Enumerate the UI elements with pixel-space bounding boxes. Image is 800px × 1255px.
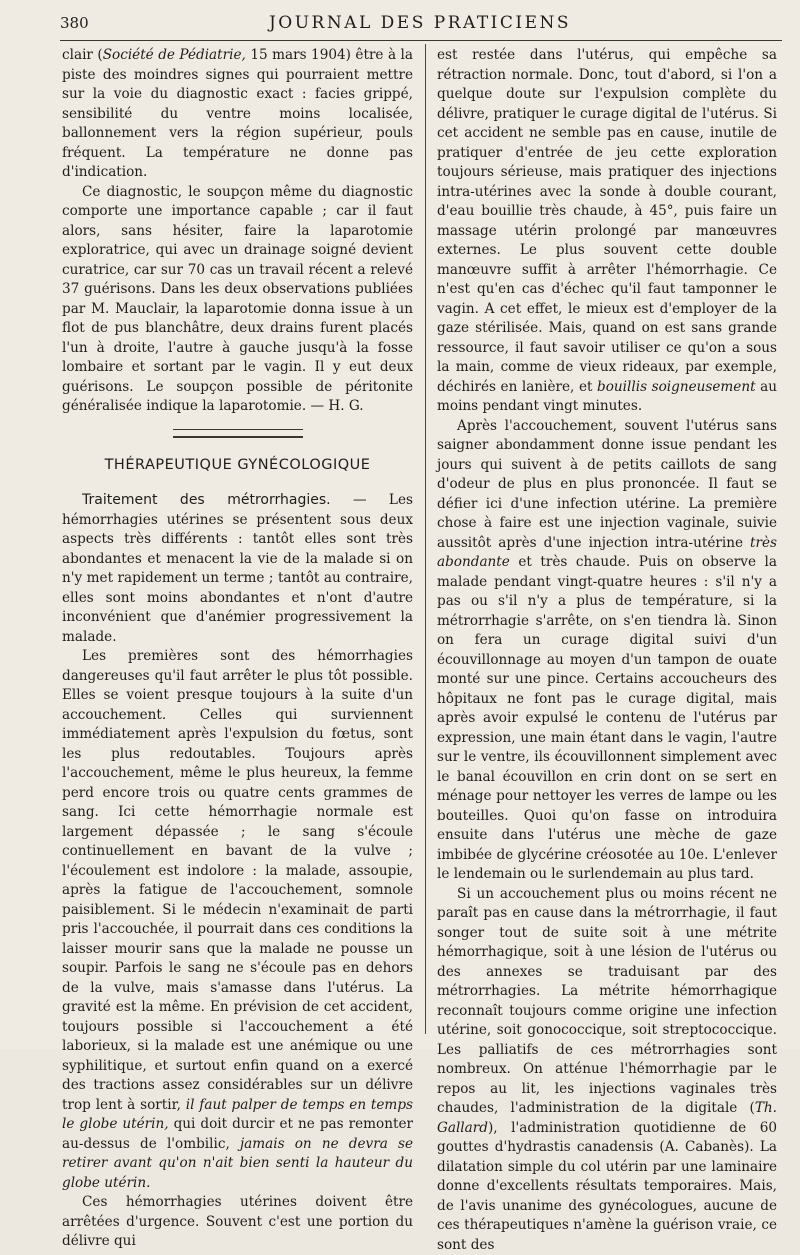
article-heading: Traitement des métrorrhagies. <box>82 492 331 508</box>
page-number: 380 <box>60 14 89 32</box>
journal-title: JOURNAL DES PRATICIENS <box>60 13 780 33</box>
paragraph: Traitement des métrorrhagies. — Les hémorrhagies utérines se présentent sous deux aspects très différents : tantôt elles sont très abondantes et menacent la vie de la malade si on n'y met rapidement un terme ; tantôt au contraire, elles sont moins abondantes et n'ont d'autre inconvénient que d'anémier progressivement la malade. <box>62 491 413 647</box>
page-header <box>60 10 780 40</box>
header-rule <box>60 40 782 41</box>
paragraph: Après l'accouchement, souvent l'utérus sans saigner abondamment donne issue pendant les jours qui suivent à de petits caillots de sang d'odeur de plus en plus prononcée. Il faut se défier ici d'une infection utérine. La première chose à faire est une injection vaginale, suivie aussitôt après d'une injection intra-utérine très abondante et très chaude. Puis on observe la malade pendant vingt-quatre heures : s'il n'y a pas ou s'il n'y a plus de température, si la métrorrhagie s'arrête, on s'en tiendra là. Sinon on fera un curage digital suivi d'un écouvillonnage au moyen d'un tampon de ouate monté sur une pince. Certains accoucheurs des hôpitaux ne font pas le curage digital, mais après avoir expulsé le contenu de l'utérus par expression, une main étant dans le vagin, l'autre sur le ventre, ils écouvillonnent simplement avec le banal écouvillon en crin dont on se sert en ménage pour nettoyer les verres de lampe ou les bouteilles. Quoi qu'on fasse on introduira ensuite dans l'utérus une mèche de gaze imbibée de glycérine créosotée au 10e. L'enlever le lendemain ou le surlendemain au plus tard. <box>437 417 777 885</box>
section-title: THÉRAPEUTIQUE GYNÉCOLOGIQUE <box>62 456 413 476</box>
right-column <box>437 46 777 1255</box>
paragraph: Si un accouchement plus ou moins récent ne paraît pas en cause dans la métrorrhagie, il faut songer tout de suite soit à une métrite hémorrhagique, soit à une lésion de l'utérus ou des annexes se traduisant par des métrorrhagies. La métrite hémorrhagique reconnaît toujours comme origine une infection utérine, soit gonococcique, soit streptococcique. Les palliatifs de ces métrorrhagies sont nombreux. On atténue l'hémorrhagie par le repos au lit, les injections vaginales très chaudes, l'administration de la digitale (Th. Gallard), l'administration quotidienne de 60 gouttes d'hydrastis canadensis (A. Cabanès). La dilatation simple du col utérin par une laminaire donne d'excellents résultats temporaires. Mais, de l'avis unanime des gynécologues, aucune de ces thérapeutiques n'amène la guérison vraie, ce sont des <box>437 885 777 1255</box>
paragraph: Les premières sont des hémorrhagies dangereuses qu'il faut arrêter le plus tôt possible. Elles se voient presque toujours à la suite d'un accouchement. Celles qui surviennent immédiatement après l'expulsion du fœtus, sont les plus redoutables. Toujours après l'accouchement, même le plus heureux, la femme perd encore trois ou quatre cents grammes de sang. Ici cette hémorrhagie normale est largement dépassée ; le sang s'écoule continuellement en bavant de la vulve ; l'écoulement est indolore : la malade, assoupie, après la fatigue de l'accouchement, somnole paisiblement. Si le médecin n'examinait de parti pris l'accouchée, il pourrait dans ces conditions la laisser mourir sans que la malade ne pousse un soupir. Parfois le sang ne s'écoule pas en dehors de la vulve, mais s'amasse dans l'utérus. La gravité est la même. En prévision de cet accident, toujours possible si l'accouchement a été laborieux, si la malade est une anémique ou une syphilitique, et surtout enfin quand on a exercé des tractions assez considérables sur un délivre trop lent à sortir, il faut palper de temps en temps le globe utérin, qui doit durcir et ne pas remonter au-dessus de l'ombilic, jamais on ne devra se retirer avant qu'on n'ait bien senti la hauteur du globe utérin. <box>62 647 413 1193</box>
left-column <box>62 46 413 1252</box>
paragraph: est restée dans l'utérus, qui empêche sa rétraction normale. Donc, tout d'abord, si l'on a quelque doute sur l'expulsion complète du délivre, pratiquer le curage digital de l'utérus. Si cet accident ne semble pas en cause, inutile de pratiquer d'entrée de jeu cette exploration toujours sérieuse, mais pratiquer des injections intra-utérines avec la sonde à double courant, d'eau bouillie très chaude, à 45°, puis faire un massage utérin prolongé par manœuvres externes. Le plus souvent cette double manœuvre suffit à arrêter l'hémorrhagie. Ce n'est qu'en cas d'échec qu'il faut tamponner le vagin. A cet effet, le mieux est d'employer de la gaze stérilisée. Mais, quand on est sans grande ressource, il faut savoir utiliser ce qu'on a sous la main, comme de vieux rideaux, par exemple, déchirés en lanière, et bouillis soigneusement au moins pendant vingt minutes. <box>437 46 777 417</box>
section-separator <box>173 429 303 438</box>
paragraph: Ce diagnostic, le soupçon même du diagnostic comporte une importance capable ; car il faut alors, sans hésiter, faire la laparotomie exploratrice, qui avec un drainage soigné devient curatrice, car sur 70 cas un travail récent a relevé 37 guérisons. Dans les deux observations publiées par M. Mauclair, la laparotomie donna issue à un flot de pus blanchâtre, deux drains furent placés l'un à droite, l'autre à gauche jusqu'à la fosse lombaire et sortant par le vagin. Il y eut deux guérisons. Le soupçon possible de péritonite généralisée indique la laparotomie. — H. G. <box>62 183 413 417</box>
paragraph: Ces hémorrhagies utérines doivent être arrêtées d'urgence. Souvent c'est une portion du délivre qui <box>62 1193 413 1252</box>
column-divider <box>425 44 426 1034</box>
paragraph: clair (Société de Pédiatrie, 15 mars 1904) être à la piste des moindres signes qui pourraient mettre sur la voie du diagnostic exact : facies grippé, sensibilité du ventre moins localisée, ballonnement vers la région supérieur, pouls fréquent. La température ne donne pas d'indication. <box>62 46 413 183</box>
